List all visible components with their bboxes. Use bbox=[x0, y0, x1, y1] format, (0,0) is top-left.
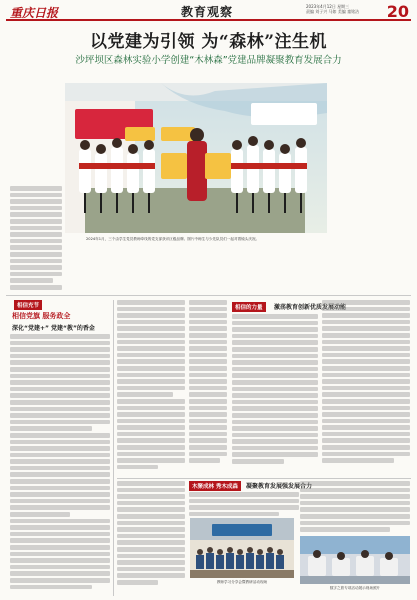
activity-photo-caption: 数字之旅专项活动展示现场照片 bbox=[329, 586, 381, 590]
event-photo bbox=[190, 518, 294, 578]
column-1-text bbox=[10, 334, 110, 592]
paper-name: 重庆日报 bbox=[10, 6, 59, 20]
column-7-text bbox=[189, 492, 299, 516]
issue-meta bbox=[306, 4, 391, 14]
column-4-text bbox=[232, 314, 318, 472]
issue-editors: 责编 刘子兴 马如 美编 童铭洁 bbox=[306, 9, 360, 14]
activity-photo-illustration bbox=[300, 536, 410, 584]
section-title: 教育观察 bbox=[181, 5, 234, 19]
main-photo-illustration bbox=[65, 83, 327, 233]
section3-tag: 木聚成林 秀木成森 bbox=[189, 481, 241, 491]
intro-text-column bbox=[10, 186, 62, 293]
section2-tag: 相信的力量 bbox=[232, 302, 266, 312]
divider-mid bbox=[117, 478, 411, 479]
event-photo-illustration bbox=[190, 518, 294, 578]
section2-title: 激荡教育创新优质发展动能 bbox=[274, 304, 347, 311]
section1-subtitle: 深化“党建+” 党建“教”的香金 bbox=[12, 325, 95, 332]
column-2-text bbox=[117, 300, 185, 475]
event-photo-caption: 教师学习分享会暨教研活动现场 bbox=[216, 580, 268, 584]
column-8-text bbox=[300, 481, 410, 533]
masthead bbox=[6, 3, 411, 21]
main-photo bbox=[65, 83, 327, 233]
issue-date: 2023年4月12日 星期三 bbox=[306, 4, 350, 9]
activity-photo bbox=[300, 536, 410, 584]
divider-col1 bbox=[113, 300, 114, 596]
column-5-text bbox=[322, 300, 410, 472]
section1-tag: 相信充节 bbox=[14, 300, 42, 310]
column-6-text bbox=[117, 481, 185, 593]
page-number: 20 bbox=[386, 2, 409, 21]
column-3-text bbox=[189, 300, 227, 472]
article-headline: 以党建为引领 为“森林”注生机 bbox=[90, 32, 327, 52]
section1-title: 相信党旗 服务政全 bbox=[12, 312, 71, 320]
divider-top bbox=[6, 295, 411, 296]
main-photo-caption: 2024年1月，三个由学生党员教师牵线的党支部获评区级品牌。图片中师生与少先队员们一起对着镜头庆祝。 bbox=[86, 237, 260, 241]
article-subheadline: 沙坪坝区森林实验小学创建“木林森”党建品牌凝聚教育发展合力 bbox=[75, 55, 342, 66]
section3-title: 凝聚教育发展强发展合力 bbox=[246, 483, 313, 490]
